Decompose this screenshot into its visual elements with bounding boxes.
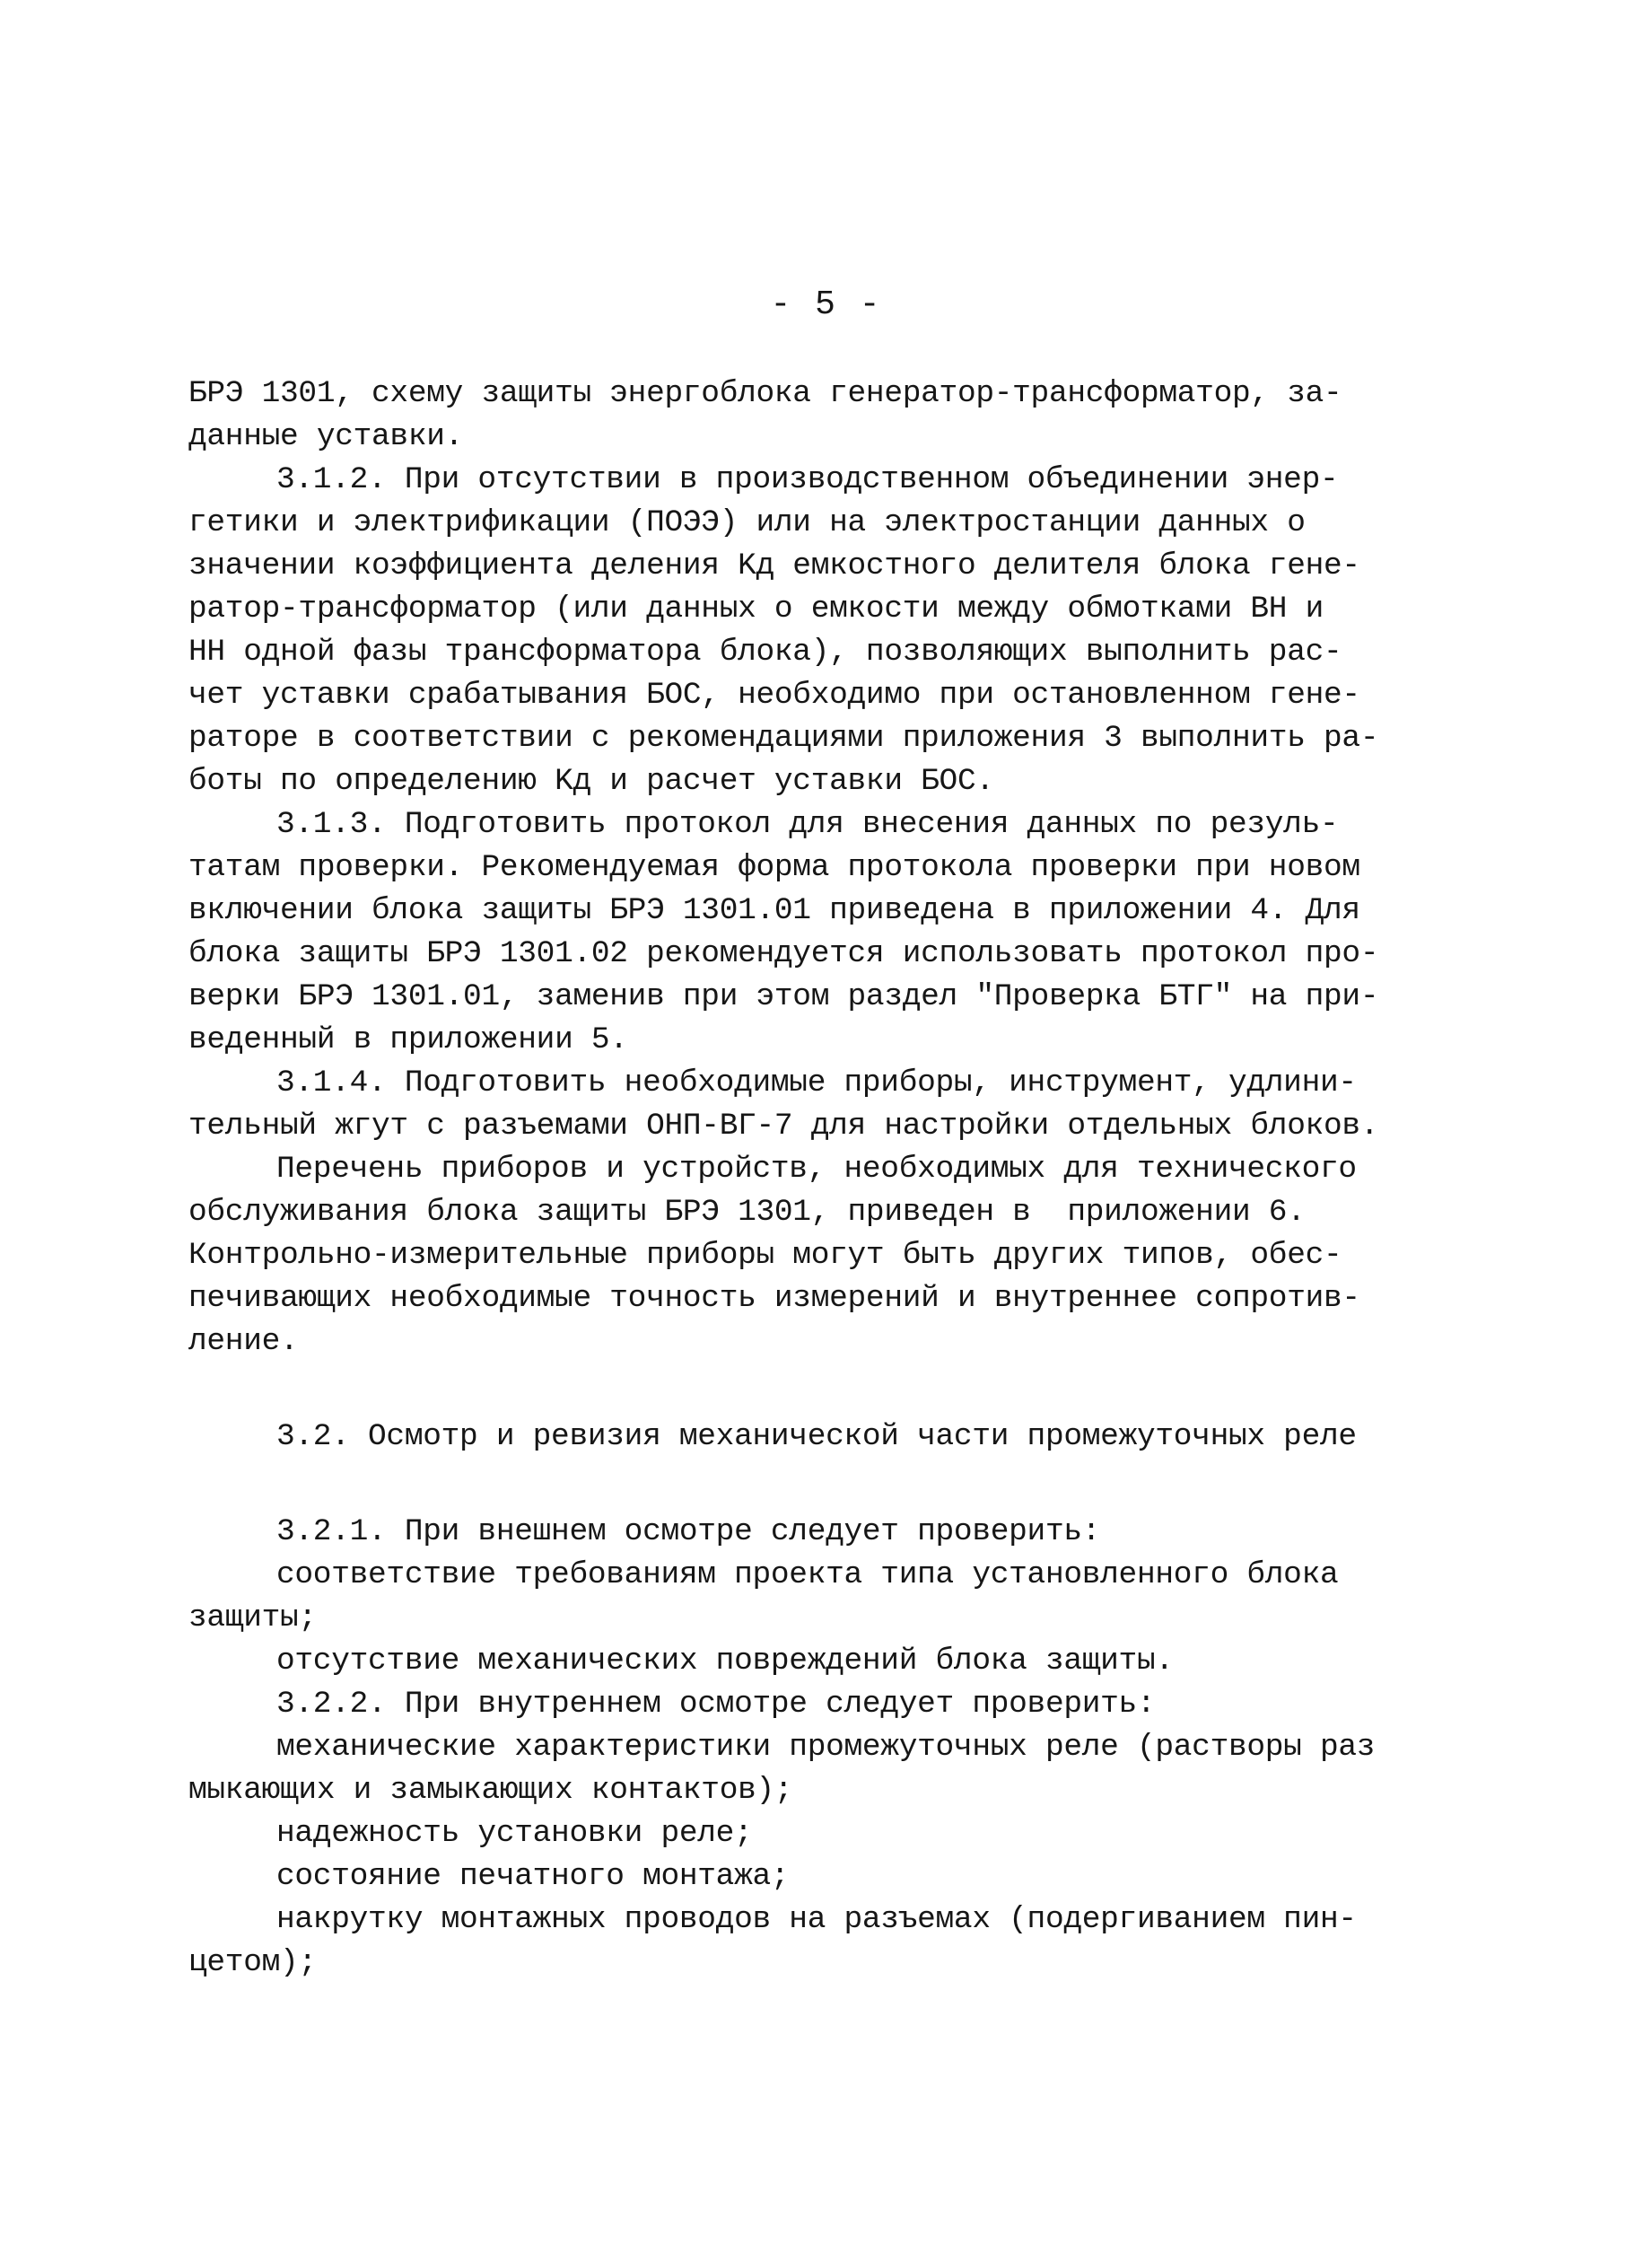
text-line: цетом); [188,1945,317,1980]
page-number: - 5 - [770,285,882,324]
text-line: верки БРЭ 1301.01, заменив при этом раздел "Проверка БТГ" на при- [188,979,1379,1014]
text-line: Контрольно-измерительные приборы могут быть других типов, обес- [188,1238,1342,1273]
text-line: состояние печатного монтажа; [276,1859,790,1894]
text-line: веденный в приложении 5. [188,1022,628,1057]
section-heading: 3.2. Осмотр и ревизия механической части промежуточных реле [276,1419,1357,1454]
paragraphs-section-3-2 [188,1511,1376,1985]
text-line: Перечень приборов и устройств, необходимых для технического [276,1152,1357,1187]
text-line: отсутствие механических повреждений блока защиты. [276,1644,1174,1679]
text-line: раторе в соответствии с рекомендациями приложения 3 выполнить ра- [188,721,1379,756]
text-line: чет уставки срабатывания БОС, необходимо при остановленном гене- [188,678,1360,713]
text-line: БРЭ 1301, схему защиты энергоблока генератор-трансформатор, за- [188,376,1342,411]
text-line: обслуживания блока защиты БРЭ 1301, приведен в приложении 6. [188,1195,1306,1230]
text-line: мыкающих и замыкающих контактов); [188,1773,793,1808]
text-line: надежность установки реле; [276,1816,753,1851]
text-line: тельный жгут с разъемами ОНП-ВГ-7 для настройки отдельных блоков. [188,1109,1379,1144]
text-line: блока защиты БРЭ 1301.02 рекомендуется использовать протокол про- [188,936,1379,971]
text-line: накрутку монтажных проводов на разъемах (подергиванием пин- [276,1902,1357,1937]
text-line: боты по определению Kд и расчет уставки БОС. [188,764,994,799]
text-line: гетики и электрификации (ПОЭЭ) или на электростанции данных о [188,505,1306,540]
text-line: механические характеристики промежуточных реле (растворы раз [276,1730,1376,1765]
text-line: 3.1.4. Подготовить необходимые приборы, инструмент, удлини- [276,1065,1357,1100]
paragraphs-section-3-1 [188,373,1379,1363]
spacer [188,1459,1373,1511]
body-text [188,373,1379,1985]
text-line: татам проверки. Рекомендуемая форма протокола проверки при новом [188,850,1360,885]
text-line: 3.1.3. Подготовить протокол для внесения данных по резуль- [276,807,1339,842]
text-line: НН одной фазы трансформатора блока), позволяющих выполнить рас- [188,635,1342,670]
text-line: данные уставки. [188,419,464,454]
text-line: 3.2.2. При внутреннем осмотре следует проверить: [276,1687,1156,1722]
text-line: включении блока защиты БРЭ 1301.01 приведена в приложении 4. Для [188,893,1360,928]
spacer [188,1363,1373,1416]
text-line: соответствие требованиям проекта типа установленного блока [276,1557,1339,1592]
text-line: ление. [188,1324,299,1359]
text-line: значении коэффициента деления Kд емкостного делителя блока гене- [188,548,1360,583]
text-line: ратор-трансформатор (или данных о емкости между обмотками ВН и [188,592,1324,627]
text-line: 3.1.2. При отсутствии в производственном объединении энер- [276,462,1339,497]
text-line: печивающих необходимые точность измерений и внутреннее сопротив- [188,1281,1360,1316]
text-line: защиты; [188,1600,317,1635]
text-line: 3.2.1. При внешнем осмотре следует проверить: [276,1514,1101,1549]
